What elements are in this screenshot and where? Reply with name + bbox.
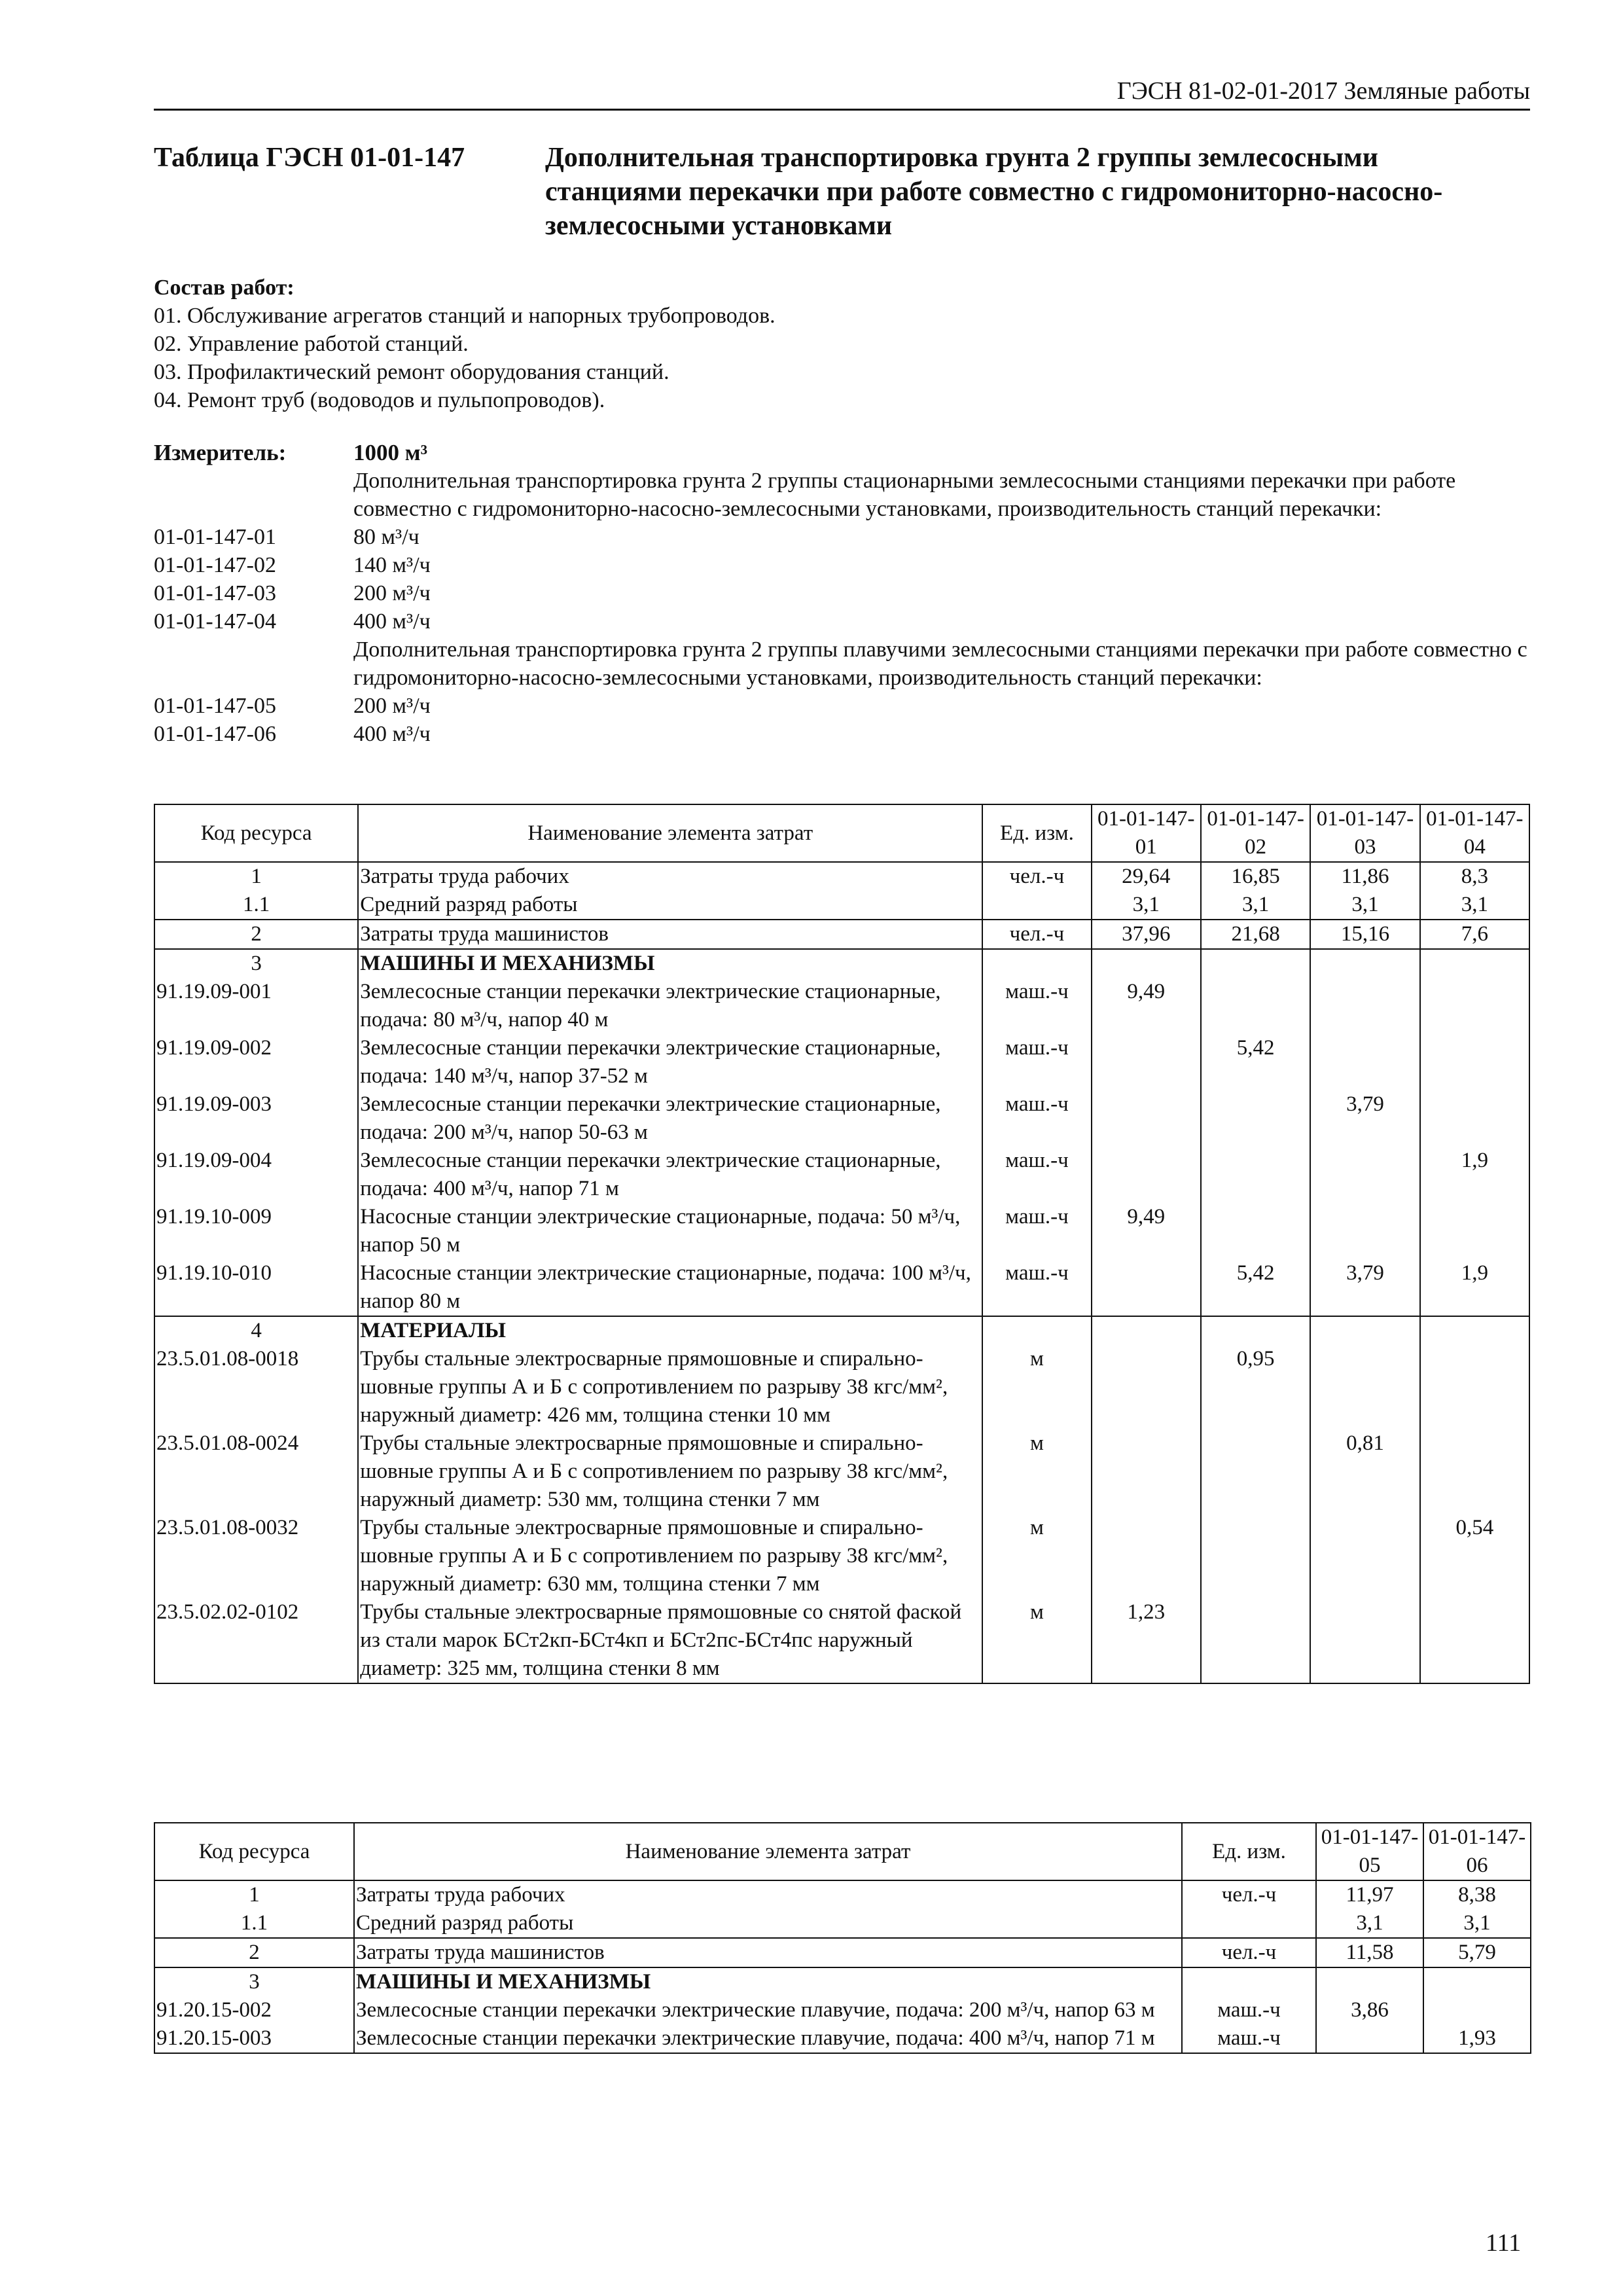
norm-value: 16,85 [1201,862,1310,891]
norm-value [1201,1429,1310,1514]
table-row [154,891,1529,920]
table-row [154,920,1529,949]
measure-code: 01-01-147-03 [154,581,276,605]
col-header-code: Код ресурса [154,1823,354,1880]
norm-value [1092,1514,1201,1598]
work-item: 04. Ремонт труб (водоводов и пульпопроводов). [154,388,605,412]
norm-value [1092,1147,1201,1203]
norm-value: 0,81 [1310,1429,1419,1514]
table-row [154,1598,1529,1683]
norm-value [1420,1090,1529,1147]
measure-text: 80 м³/ч [353,525,419,549]
resource-name: Трубы стальные электросварные прямошовные со снятой фаской из стали марок БСт2кп-БСт4кп и БСт2пс-БСт4пс наружный диаметр: 325 мм, толщина стенки 8 мм [358,1598,982,1683]
norm-value: 3,1 [1310,891,1419,920]
measure-description: Дополнительная транспортировка грунта 2 группы плавучими землесосными станциями перекачки при работе совместно с гидромониторно-насосно-землесосными установками, производительность станций перекачки: [353,637,1527,690]
resource-name: МАТЕРИАЛЫ [358,1316,982,1345]
resource-code: 23.5.01.08-0018 [154,1345,358,1429]
resource-name: Землесосные станции перекачки электрические стационарные, подача: 80 м³/ч, напор 40 м [358,978,982,1034]
measure-text: 400 м³/ч [353,722,431,746]
col-header-name: Наименование элемента затрат [358,804,982,862]
norm-value [1201,1147,1310,1203]
norm-value: 1,9 [1420,1147,1529,1203]
norm-value: 3,79 [1310,1090,1419,1147]
resource-code: 91.20.15-003 [154,2024,354,2053]
resource-name: МАШИНЫ И МЕХАНИЗМЫ [354,1967,1182,1996]
resource-name: Землесосные станции перекачки электрические стационарные, подача: 200 м³/ч, напор 50-63 м [358,1090,982,1147]
norm-value: 9,49 [1092,1203,1201,1259]
norm-value: 9,49 [1092,978,1201,1034]
norm-value [1092,1345,1201,1429]
resource-table-1 [154,804,1530,1684]
norm-value [1310,1147,1419,1203]
resource-code: 1.1 [154,891,358,920]
norm-value [1420,1598,1529,1683]
resource-unit: чел.-ч [982,862,1091,891]
resource-code: 1 [154,1880,354,1909]
measure-code: 01-01-147-02 [154,553,276,577]
resource-code: 23.5.02.02-0102 [154,1598,358,1683]
norm-value: 3,79 [1310,1259,1419,1316]
norm-value: 11,97 [1316,1880,1423,1909]
table-row [154,1034,1529,1090]
resource-name: Землесосные станции перекачки электрические плавучие, подача: 400 м³/ч, напор 71 м [354,2024,1182,2053]
norm-value: 0,54 [1420,1514,1529,1598]
table-row [154,1259,1529,1316]
norm-value: 5,42 [1201,1259,1310,1316]
col-header-norm: 01-01-147-02 [1201,804,1310,862]
table-title: Дополнительная транспортировка грунта 2 группы землесосными станциями перекачки при работе совместно с гидромониторно-насосно-землесосными установками [545,143,1443,241]
norm-value: 29,64 [1092,862,1201,891]
table-row [154,1967,1531,1996]
resource-unit: чел.-ч [1182,1880,1316,1909]
norm-value [1423,1967,1531,1996]
resource-code: 91.20.15-002 [154,1996,354,2024]
resource-code: 1 [154,862,358,891]
norm-value: 5,42 [1201,1034,1310,1090]
resource-name: Трубы стальные электросварные прямошовные и спирально-шовные группы А и Б с сопротивлением по разрыву 38 кгс/мм², наружный диаметр: 630 мм, толщина стенки 7 мм [358,1514,982,1598]
norm-value: 3,1 [1201,891,1310,920]
work-composition [154,274,1495,414]
resource-unit [1182,1909,1316,1938]
resource-code: 91.19.09-004 [154,1147,358,1203]
table-row [154,1880,1531,1909]
resource-name: Затраты труда машинистов [358,920,982,949]
norm-value [1316,1967,1423,1996]
table-number-title: Таблица ГЭСН 01-01-147 [154,143,465,173]
norm-value [1420,1316,1529,1345]
norm-value: 8,38 [1423,1880,1531,1909]
table-row [154,949,1529,978]
norm-value: 37,96 [1092,920,1201,949]
norm-value: 1,93 [1423,2024,1531,2053]
norm-value [1201,949,1310,978]
measurer-block [154,467,1531,748]
norm-value [1310,1203,1419,1259]
col-header-norm: 01-01-147-01 [1092,804,1201,862]
measure-description: Дополнительная транспортировка грунта 2 группы стационарными землесосными станциями перекачки при работе совместно с гидромониторно-насосно-землесосными установками, производительность станций перекачки: [353,469,1456,521]
table-row [154,1996,1531,2024]
norm-value [1201,1203,1310,1259]
norm-value [1201,1316,1310,1345]
resource-code: 2 [154,1938,354,1967]
resource-name: Землесосные станции перекачки электрические плавучие, подача: 200 м³/ч, напор 63 м [354,1996,1182,2024]
measurer-value: 1000 м³ [353,440,428,465]
norm-value [1423,1996,1531,2024]
col-header-unit: Ед. изм. [1182,1823,1316,1880]
resource-unit: чел.-ч [982,920,1091,949]
measure-code: 01-01-147-04 [154,609,276,634]
resource-code: 3 [154,949,358,978]
norm-value: 8,3 [1420,862,1529,891]
resource-code: 91.19.09-002 [154,1034,358,1090]
norm-value: 11,86 [1310,862,1419,891]
resource-unit: маш.-ч [982,1090,1091,1147]
resource-unit: маш.-ч [982,978,1091,1034]
page-number: 111 [1486,2229,1522,2257]
norm-value [1310,1034,1419,1090]
norm-value [1310,1598,1419,1683]
resource-name: Насосные станции электрические стационарные, подача: 100 м³/ч, напор 80 м [358,1259,982,1316]
resource-name: Насосные станции электрические стационарные, подача: 50 м³/ч, напор 50 м [358,1203,982,1259]
norm-value [1316,2024,1423,2053]
table-row [154,1938,1531,1967]
resource-code: 23.5.01.08-0032 [154,1514,358,1598]
norm-value [1310,1345,1419,1429]
norm-value [1420,1429,1529,1514]
resource-name: Трубы стальные электросварные прямошовные и спирально-шовные группы А и Б с сопротивлением по разрыву 38 кгс/мм², наружный диаметр: 426 мм, толщина стенки 10 мм [358,1345,982,1429]
norm-value: 5,79 [1423,1938,1531,1967]
norm-value [1092,1034,1201,1090]
norm-value [1420,1203,1529,1259]
resource-code: 91.19.10-010 [154,1259,358,1316]
norm-value: 15,16 [1310,920,1419,949]
resource-unit: м [982,1429,1091,1514]
norm-value [1092,1429,1201,1514]
norm-value [1092,1090,1201,1147]
running-header: ГЭСН 81-02-01-2017 Земляные работы [154,77,1530,111]
norm-value: 3,1 [1423,1909,1531,1938]
col-header-norm: 01-01-147-06 [1423,1823,1531,1880]
resource-code: 91.19.09-001 [154,978,358,1034]
work-composition-heading: Состав работ: [154,276,294,300]
table-row [154,1909,1531,1938]
norm-value: 0,95 [1201,1345,1310,1429]
norm-value [1310,978,1419,1034]
resource-code: 3 [154,1967,354,1996]
table-row [154,2024,1531,2053]
norm-value [1310,1514,1419,1598]
resource-unit: м [982,1514,1091,1598]
col-header-unit: Ед. изм. [982,804,1091,862]
resource-table-2 [154,1822,1531,2054]
resource-name: МАШИНЫ И МЕХАНИЗМЫ [358,949,982,978]
measure-text: 400 м³/ч [353,609,431,634]
measure-text: 200 м³/ч [353,694,431,718]
measure-text: 140 м³/ч [353,553,431,577]
col-header-norm: 01-01-147-04 [1420,804,1529,862]
col-header-norm: 01-01-147-03 [1310,804,1419,862]
resource-name: Трубы стальные электросварные прямошовные и спирально-шовные группы А и Б с сопротивлением по разрыву 38 кгс/мм², наружный диаметр: 530 мм, толщина стенки 7 мм [358,1429,982,1514]
resource-name: Затраты труда машинистов [354,1938,1182,1967]
resource-code: 1.1 [154,1909,354,1938]
table-row [154,1090,1529,1147]
norm-value [1420,1034,1529,1090]
table-row [154,1316,1529,1345]
measure-text: 200 м³/ч [353,581,431,605]
norm-value [1092,1259,1201,1316]
col-header-name: Наименование элемента затрат [354,1823,1182,1880]
work-item: 03. Профилактический ремонт оборудования станций. [154,360,669,384]
table-row [154,1514,1529,1598]
norm-value: 3,1 [1092,891,1201,920]
norm-value [1420,949,1529,978]
resource-unit: маш.-ч [982,1034,1091,1090]
col-header-norm: 01-01-147-05 [1316,1823,1423,1880]
norm-value [1310,949,1419,978]
resource-code: 2 [154,920,358,949]
norm-value: 11,58 [1316,1938,1423,1967]
norm-value [1201,1514,1310,1598]
resource-name: Землесосные станции перекачки электрические стационарные, подача: 140 м³/ч, напор 37-52 м [358,1034,982,1090]
norm-value: 1,9 [1420,1259,1529,1316]
norm-value [1310,1316,1419,1345]
resource-unit: чел.-ч [1182,1938,1316,1967]
norm-value: 1,23 [1092,1598,1201,1683]
resource-name: Средний разряд работы [354,1909,1182,1938]
norm-value: 3,1 [1316,1909,1423,1938]
resource-unit [1182,1967,1316,1996]
resource-unit [982,891,1091,920]
resource-name: Землесосные станции перекачки электрические стационарные, подача: 400 м³/ч, напор 71 м [358,1147,982,1203]
work-item: 01. Обслуживание агрегатов станций и напорных трубопроводов. [154,304,776,328]
norm-value [1420,978,1529,1034]
table-row [154,1345,1529,1429]
resource-unit: маш.-ч [982,1203,1091,1259]
resource-unit: маш.-ч [1182,1996,1316,2024]
table-row [154,1429,1529,1514]
resource-name: Затраты труда рабочих [358,862,982,891]
norm-value: 7,6 [1420,920,1529,949]
measure-code: 01-01-147-01 [154,525,276,549]
norm-value: 3,86 [1316,1996,1423,2024]
table-row [154,1203,1529,1259]
measurer-label: Измеритель: [154,440,287,465]
resource-name: Средний разряд работы [358,891,982,920]
resource-unit [982,1316,1091,1345]
norm-value [1420,1345,1529,1429]
norm-value [1092,1316,1201,1345]
norm-value [1201,978,1310,1034]
norm-value [1201,1598,1310,1683]
resource-unit: маш.-ч [982,1259,1091,1316]
resource-code: 91.19.09-003 [154,1090,358,1147]
resource-name: Затраты труда рабочих [354,1880,1182,1909]
resource-unit: м [982,1345,1091,1429]
norm-value [1092,949,1201,978]
norm-value: 3,1 [1420,891,1529,920]
resource-code: 23.5.01.08-0024 [154,1429,358,1514]
work-item: 02. Управление работой станций. [154,332,469,356]
table-row [154,862,1529,891]
resource-code: 4 [154,1316,358,1345]
table-row [154,1147,1529,1203]
resource-unit: м [982,1598,1091,1683]
measure-code: 01-01-147-05 [154,694,276,718]
resource-unit: маш.-ч [982,1147,1091,1203]
resource-code: 91.19.10-009 [154,1203,358,1259]
measure-code: 01-01-147-06 [154,722,276,746]
norm-value [1201,1090,1310,1147]
col-header-code: Код ресурса [154,804,358,862]
table-row [154,978,1529,1034]
resource-unit [982,949,1091,978]
norm-value: 21,68 [1201,920,1310,949]
resource-unit: маш.-ч [1182,2024,1316,2053]
